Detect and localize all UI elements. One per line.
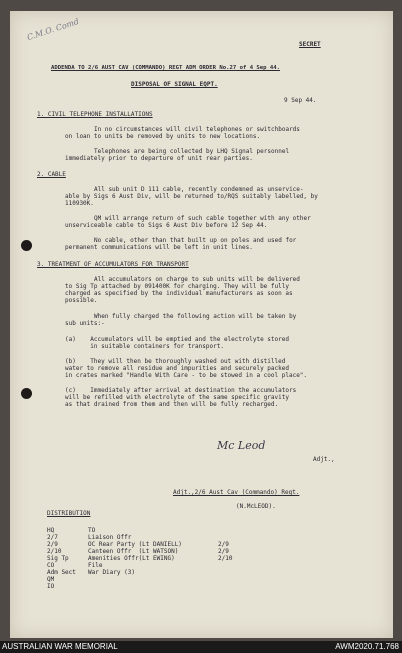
dist-row-to: Canteen Offr (Lt WATSON): [88, 548, 179, 555]
footer-accession-number: AWM2020.71.768: [335, 642, 399, 651]
dist-row: 2/9: [47, 541, 58, 548]
s3-b-line-3: in crates marked "Handle With Care - to be stowed in a cool place".: [65, 372, 308, 379]
footer-bar: [0, 641, 402, 653]
s1-p2-line-1: Telephones are being collected by LHQ Signal personnel: [94, 148, 290, 155]
signature: Mc Leod: [217, 439, 266, 452]
distribution-heading: DISTRIBUTION: [47, 510, 91, 517]
dist-row: 2/10: [47, 548, 62, 555]
dist-row-ref: 2/10: [218, 555, 233, 562]
s2-p2-line-2: unserviceable cable to Sigs 6 Aust Div before 12 Sep 44.: [65, 222, 268, 229]
s3-c-line-3: as that drained from them and then will be fully recharged.: [65, 401, 279, 408]
s3-p1-line-3: charged as specified by the individual manufacturers as soon as: [65, 290, 293, 297]
section-1-heading: 1. CIVIL TELEPHONE INSTALLATIONS: [37, 111, 153, 118]
handwritten-annotation: C.M.O. Comd: [25, 16, 81, 43]
s2-p1-line-2: able by Sigs 6 Aust Div, will be returned to/RQS suitably labelled, by: [65, 193, 318, 200]
dist-row: IO: [47, 583, 55, 590]
binder-hole: [21, 388, 32, 399]
dist-row: Adm Sect: [47, 569, 76, 576]
s3-b-line-2: water to remove all residue and impurities and securely packed: [65, 365, 289, 372]
s2-p1-line-3: 110930K.: [65, 200, 94, 207]
binder-hole: [21, 240, 32, 251]
order-title: ADDENDA TO 2/6 AUST CAV (COMMANDO) REGT ADM ORDER No.27 of 4 Sep 44.: [51, 65, 281, 71]
s1-p1-line-1: In no circumstances will civil telephones or switchboards: [94, 126, 300, 133]
s3-p1-line-4: possible.: [65, 297, 98, 304]
dist-row-to: TO: [88, 527, 96, 534]
s3-p2-line-1: When fully charged the following action will be taken by: [94, 313, 297, 320]
classification-label: SECRET: [299, 41, 321, 48]
s1-p2-line-2: immediately prior to departure of unit rear parties.: [65, 155, 253, 162]
dist-row-to: File: [88, 562, 103, 569]
dist-row: QM: [47, 576, 55, 583]
s3-p1-line-1: All accumulators on charge to sub units will be delivered: [94, 276, 300, 283]
dist-row: CO: [47, 562, 55, 569]
s3-p2-line-2: sub units:-: [65, 320, 105, 327]
s3-a-line-1: (a) Accumulators will be emptied and the electrolyte stored: [65, 336, 289, 343]
dist-row: HQ: [47, 527, 55, 534]
dist-row-ref: 2/9: [218, 541, 229, 548]
dist-row-to: Amenities Offr(Lt EWING): [88, 555, 175, 562]
s2-p2-line-1: QM will arrange return of such cable together with any other: [94, 215, 311, 222]
signature-adjt: Adjt.,: [313, 456, 335, 463]
s2-p3-line-2: permanent communications will be left in unit lines.: [65, 244, 253, 251]
s3-a-line-2: in suitable containers for transport.: [65, 343, 224, 350]
s3-b-line-1: (b) They will then be thoroughly washed out with distilled: [65, 358, 286, 365]
dist-row: Sig Tp: [47, 555, 69, 562]
s3-p1-line-2: to Sig Tp attached by 091400K for charging. They will be fully: [65, 283, 289, 290]
dist-row-to: OC Rear Party (Lt DANIELL): [88, 541, 182, 548]
s1-p1-line-2: on loan to units be removed by units to new locations.: [65, 133, 261, 140]
s3-c-line-2: will be refilled with electrolyte of the same specific gravity: [65, 394, 289, 401]
dist-row-ref: 2/9: [218, 548, 229, 555]
document-page: [10, 11, 393, 638]
order-date: 9 Sep 44.: [284, 97, 317, 104]
order-subtitle: DISPOSAL OF SIGNAL EQPT.: [131, 81, 218, 88]
dist-row-to: War Diary (3): [88, 569, 135, 576]
signature-unit: Adjt.,2/6 Aust Cav (Commando) Regt.: [173, 489, 300, 496]
section-3-heading: 3. TREATMENT OF ACCUMULATORS FOR TRANSPORT: [37, 261, 189, 268]
dist-row-to: Liaison Offr: [88, 534, 132, 541]
section-2-heading: 2. CABLE: [37, 171, 66, 178]
s2-p3-line-1: No cable, other than that built up on poles and used for: [94, 237, 297, 244]
s2-p1-line-1: All sub unit D 111 cable, recently condemned as unservice-: [94, 186, 304, 193]
s3-c-line-1: (c) Immediately after arrival at destination the accumulators: [65, 387, 297, 394]
dist-row: 2/7: [47, 534, 58, 541]
signature-name: (N.McLEOD).: [236, 503, 276, 510]
footer-institution: AUSTRALIAN WAR MEMORIAL: [2, 642, 118, 651]
